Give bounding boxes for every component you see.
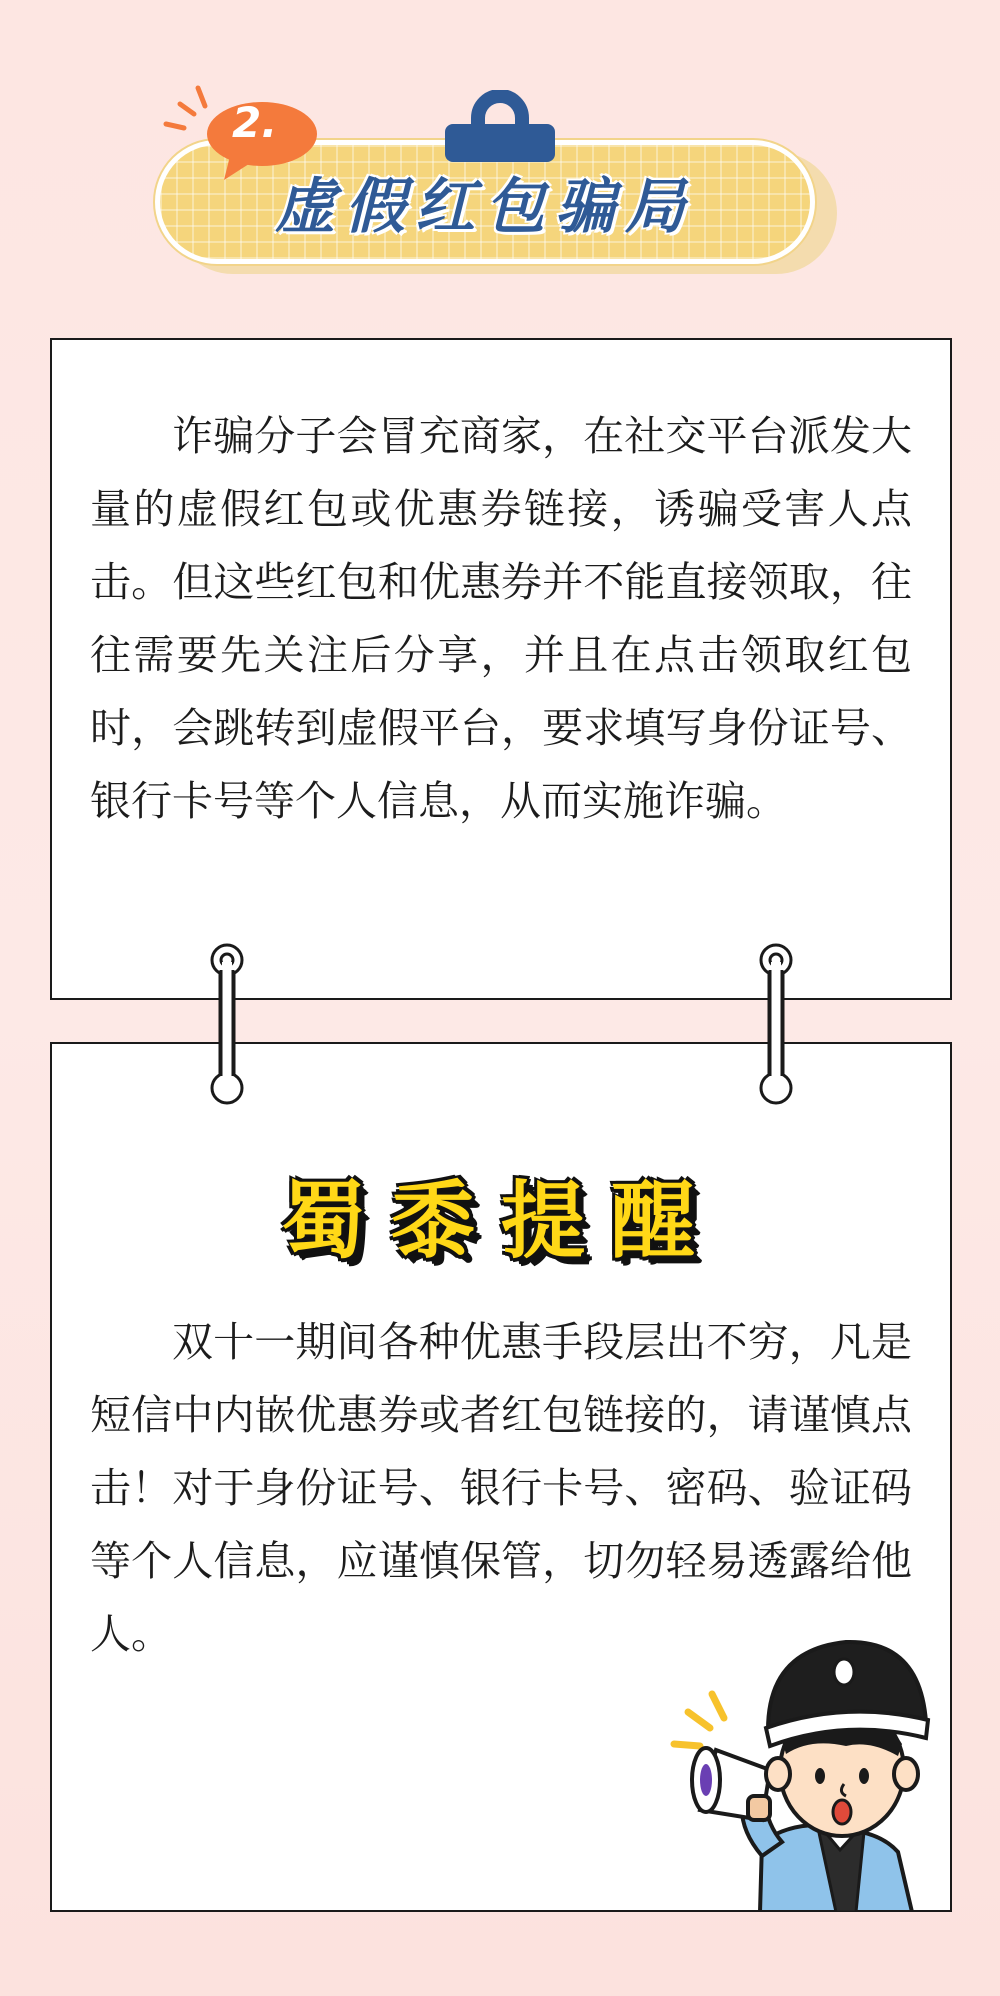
megaphone-icon: [692, 1748, 770, 1820]
ring-binder-icon: [756, 942, 796, 1106]
banner-title: 虚假红包骗局: [275, 172, 695, 242]
reminder-heading: 蜀黍提醒: [280, 1172, 721, 1270]
scam-description-text: 诈骗分子会冒充商家，在社交平台派发大量的虚假红包或优惠券链接，诱骗受害人点击。但这些红包和优惠券并不能直接领取，往往需要先关注后分享，并且在点击领取红包时，会跳转到虚假平台，要求填写身份证号、银行卡号等个人信息，从而实施诈骗。: [90, 412, 912, 825]
scam-description-card: [50, 338, 952, 1000]
police-officer-illustration: [650, 1620, 950, 1912]
ring-binder-icon: [207, 942, 247, 1106]
megaphone-sparkle-icon: [674, 1694, 724, 1746]
banner-number: 2.: [232, 98, 278, 147]
title-banner: [150, 80, 850, 290]
reminder-text: 双十一期间各种优惠手段层出不穷，凡是短信中内嵌优惠券或者红包链接的，请谨慎点击！对于身份证号、银行卡号、密码、验证码等个人信息，应谨慎保管，切勿轻易透露给他人。: [90, 1318, 912, 1658]
